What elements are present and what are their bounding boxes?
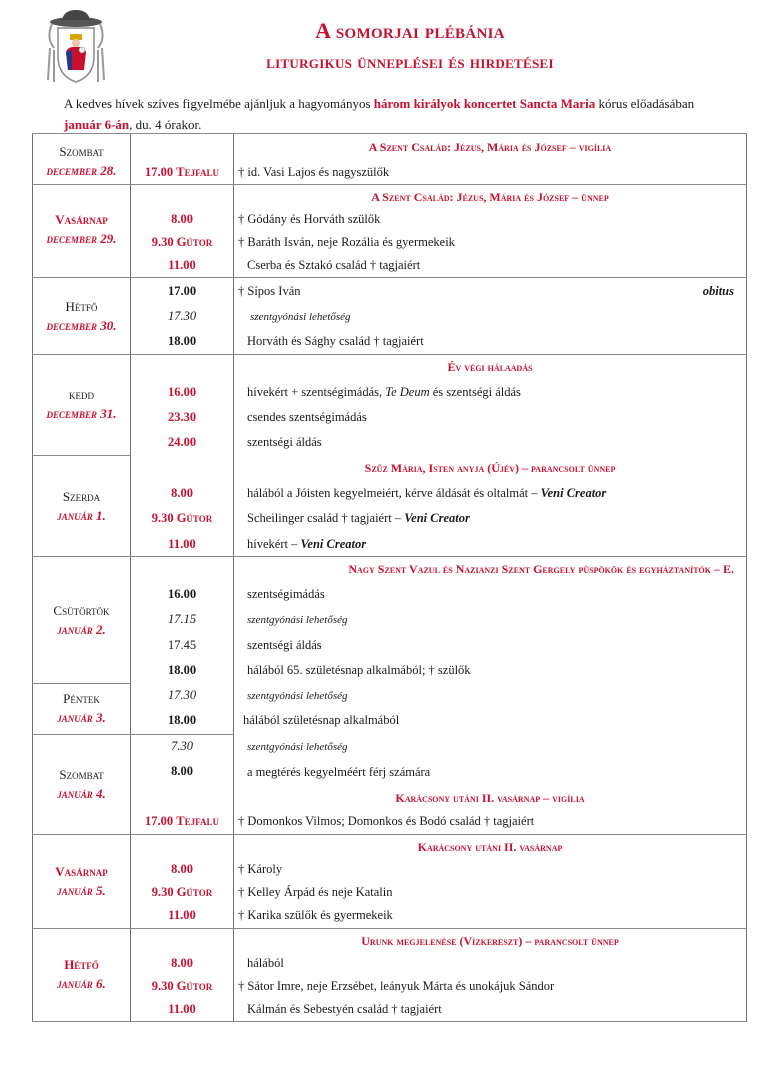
concert-date-highlight: január 6-án <box>64 117 130 132</box>
feast-heading: Nagy Szent Vazul és Nazianzi Szent Gergely püspökök és egyháztanítók – E. <box>348 562 734 576</box>
mass-intention: † Sátor Imre, neje Erzsébet, leányuk Márta és unokájuk Sándor <box>238 979 555 993</box>
row-divider <box>32 277 747 278</box>
mass-intention: † Domonkos Vilmos; Domonkos és Bodó család † tagjaiért <box>238 814 535 828</box>
table-border-bottom <box>32 1021 747 1022</box>
confession-note: szentgyónási lehetőség <box>250 311 351 323</box>
row-divider <box>32 683 131 684</box>
mass-time: 8.00 <box>171 862 193 876</box>
mass-intention: szentségi áldás <box>247 435 322 449</box>
confession-time: 17.30 <box>167 309 197 323</box>
confession-note: szentgyónási lehetőség <box>247 741 348 753</box>
mass-time: 11.00 <box>168 537 196 551</box>
day-cell: Hétfő december 30. <box>46 299 117 333</box>
row-divider <box>32 133 747 134</box>
confession-note: szentgyónási lehetőség <box>247 614 348 626</box>
mass-time: 8.00 <box>171 212 193 226</box>
confession-time: 17.30 <box>167 688 197 702</box>
row-divider <box>32 734 234 735</box>
mass-intention: hívekért – Veni Creator <box>247 537 367 551</box>
mass-time: 23.30 <box>167 410 197 424</box>
mass-time: 18.00 <box>167 334 197 348</box>
mass-time: 24.00 <box>167 435 197 449</box>
mass-intention: hálából születésnap alkalmából <box>243 713 400 727</box>
mass-time: 16.00 <box>167 587 197 601</box>
day-cell: Vasárnap január 5. <box>55 864 108 898</box>
mass-intention: Cserba és Sztakó család † tagjaiért <box>247 258 421 272</box>
mass-time: 8.00 <box>171 764 193 778</box>
mass-time: 18.00 <box>167 713 197 727</box>
mass-intention: szentségi áldás <box>247 638 322 652</box>
obitus-label: obitus <box>702 284 734 298</box>
mass-time: 9.30 Gútor <box>151 885 213 899</box>
mass-time: 17.00 Tejfalu <box>145 814 219 828</box>
mass-time: 11.00 <box>168 1002 196 1016</box>
mass-time: 8.00 <box>171 956 193 970</box>
mass-time: 18.00 <box>167 663 197 677</box>
concert-highlight: három királyok koncertet Sancta Maria <box>373 96 596 111</box>
mass-time: 9.30 Gútor <box>151 511 213 525</box>
mass-intention: Horváth és Sághy család † tagjaiért <box>247 334 424 348</box>
mass-intention: szentségimádás <box>247 587 325 601</box>
day-cell: Csütörtök január 2. <box>53 603 110 637</box>
mass-time: 9.30 Gútor <box>151 235 213 249</box>
parish-coat-of-arms-icon <box>44 8 108 88</box>
mass-intention: a megtérés kegyelméért férj számára <box>247 765 431 779</box>
feast-heading: Urunk megjelenése (Vízkereszt) – parancsolt ünnep <box>361 934 619 948</box>
table-border-right <box>746 133 747 1022</box>
confession-note: szentgyónási lehetőség <box>247 690 348 702</box>
mass-intention: hálából a Jóisten kegyelmeiért, kérve áldását és oltalmát – Veni Creator <box>247 486 607 500</box>
feast-heading: Év végi hálaadás <box>447 360 533 374</box>
mass-intention: † Sípos Iván <box>238 284 301 298</box>
mass-time: 8.00 <box>171 486 193 500</box>
mass-intention: † Gódány és Horváth szülők <box>238 212 381 226</box>
mass-intention: csendes szentségimádás <box>247 410 367 424</box>
mass-time: 17.00 <box>167 284 197 298</box>
mass-intention: hálából <box>247 956 284 970</box>
mass-intention: † id. Vasi Lajos és nagyszülők <box>238 165 390 179</box>
row-divider <box>32 928 747 929</box>
feast-heading: A Szent Család: Jézus, Mária és József – ünnep <box>371 190 609 204</box>
page-title: A somorjai plébánia <box>315 18 505 43</box>
mass-time: 11.00 <box>168 258 196 272</box>
mass-intention: hálából 65. születésnap alkalmából; † szülők <box>247 663 471 677</box>
blessing-time: 17.45 <box>167 638 197 652</box>
mass-time: 9.30 Gútor <box>151 979 213 993</box>
row-divider <box>32 354 747 355</box>
mass-intention: † Baráth Isván, neje Rozália és gyermekeik <box>238 235 455 249</box>
feast-heading: Szűz Mária, Isten anyja (Újév) – parancsolt ünnep <box>364 461 616 475</box>
feast-heading: A Szent Család: Jézus, Mária és József – vigília <box>368 140 612 154</box>
row-divider <box>32 556 747 557</box>
mass-time: 11.00 <box>168 908 196 922</box>
column-divider-time <box>233 133 234 1022</box>
mass-time: 16.00 <box>167 385 197 399</box>
feast-heading: Karácsony utáni II. vasárnap – vigília <box>395 791 585 805</box>
mass-intention: Kálmán és Sebestyén család † tagjaiért <box>247 1002 442 1016</box>
row-divider <box>32 834 747 835</box>
intro-announcement: A kedves hívek szíves figyelmébe ajánljuk a hagyományos három királyok koncertet Sancta Maria kórus előadásában január 6-án, du. 4 órakor. <box>64 96 695 132</box>
day-cell: Péntek január 3. <box>57 691 106 725</box>
day-cell: Hétfő január 6. <box>57 957 106 991</box>
day-cell: Szerda január 1. <box>57 489 106 523</box>
mass-time: 17.00 Tejfalu <box>145 165 219 179</box>
feast-heading: Karácsony utáni II. vasárnap <box>417 840 563 854</box>
page-subtitle: liturgikus ünneplései és hirdetései <box>266 52 554 73</box>
day-cell: Szombat január 4. <box>57 767 106 801</box>
row-divider <box>32 184 747 185</box>
mass-intention: † Károly <box>238 862 283 876</box>
mass-intention: Scheilinger család † tagjaiért – Veni Creator <box>247 511 470 525</box>
mass-intention: † Kelley Árpád és neje Katalin <box>238 885 393 899</box>
row-divider <box>32 455 131 456</box>
confession-time: 17.15 <box>167 612 197 626</box>
confession-time: 7.30 <box>171 739 193 753</box>
mass-intention: † Karika szülők és gyermekeik <box>238 908 393 922</box>
day-cell: Vasárnap december 29. <box>46 212 117 246</box>
mass-intention: hívekért + szentségimádás, Te Deum és szentségi áldás <box>247 385 521 399</box>
day-cell: Szombat december 28. <box>46 144 117 178</box>
day-cell: kedd december 31. <box>46 387 117 421</box>
